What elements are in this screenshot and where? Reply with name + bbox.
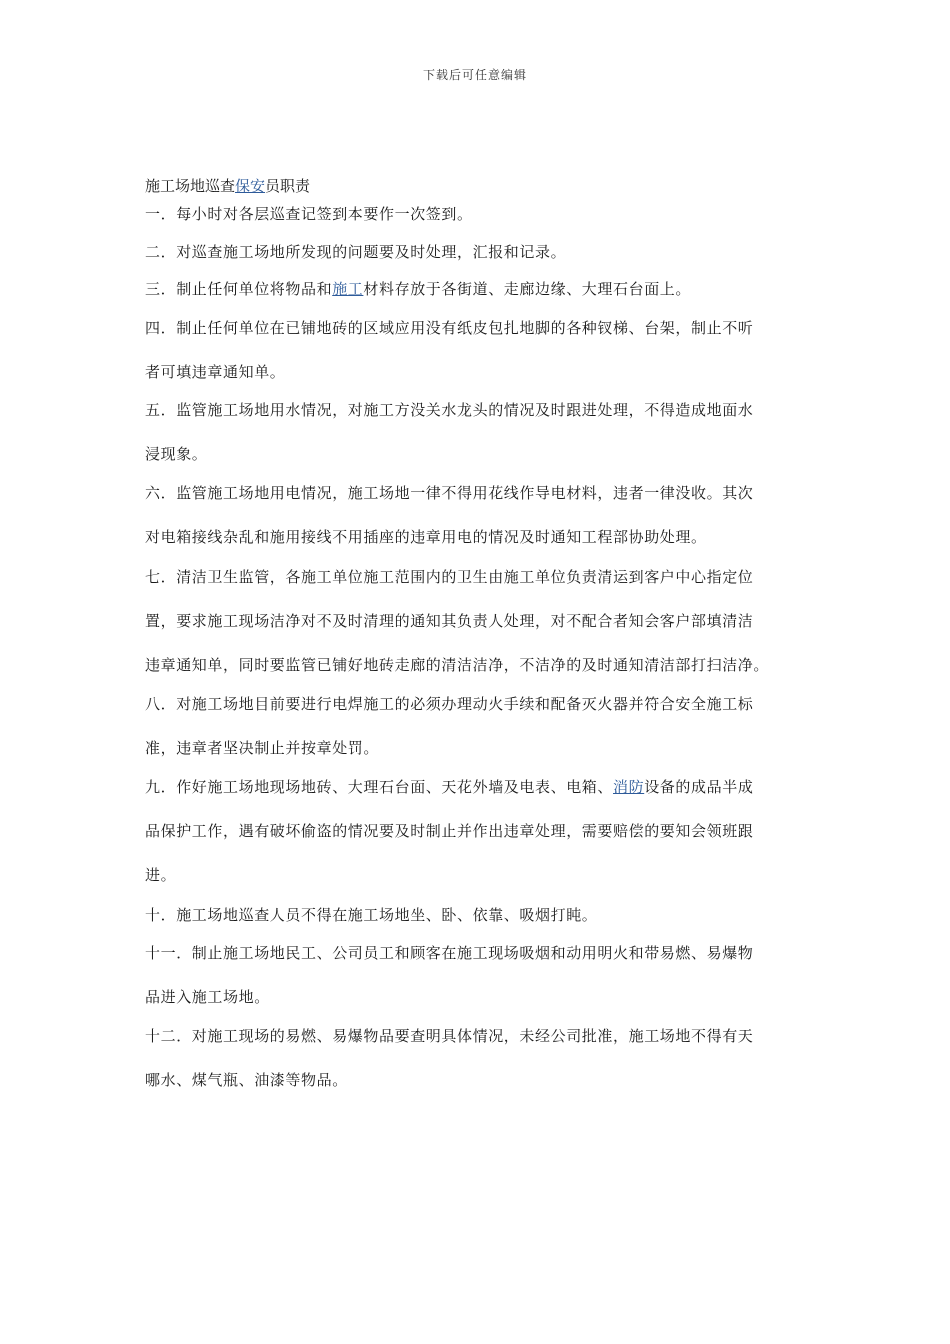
- title-link-security[interactable]: 保安: [235, 177, 266, 195]
- link-fire-protection[interactable]: 消防: [613, 778, 645, 796]
- item-4-line-2: 者可填违章通知单。: [145, 363, 286, 381]
- item-8-line-2: 准，违章者坚决制止并按章处罚。: [145, 739, 380, 757]
- document-title: [145, 174, 815, 198]
- item-3-text-after: 材料存放于各街道、走廊边缘、大理石台面上。: [363, 280, 692, 298]
- header-note: 下载后可任意编辑: [422, 68, 527, 82]
- item-6: [145, 481, 754, 546]
- item-9-line-1: [145, 775, 753, 799]
- item-6-line-1: 六．监管施工场地用电情况，施工场地一律不得用花线作导电材料，违者一律没收。其次: [145, 484, 754, 502]
- title-text-before: 施工场地巡查: [145, 177, 236, 195]
- item-9-line-3: 进。: [145, 866, 177, 884]
- item-9-text-after: 设备的成品半成: [644, 778, 754, 796]
- item-8-line-1: 八．对施工场地目前要进行电焊施工的必须办理动火手续和配备灭火器并符合安全施工标: [145, 695, 754, 713]
- item-9-text-before: 九．作好施工场地现场地砖、大理石台面、天花外墙及电表、电箱、: [145, 778, 614, 796]
- item-7-line-2: 置，要求施工现场洁净对不及时清理的通知其负责人处理，对不配合者知会客户部填清洁: [145, 612, 754, 630]
- item-9: [145, 775, 754, 884]
- item-12-line-1: 十二．对施工现场的易燃、易爆物品要查明具体情况，未经公司批准，施工场地不得有天: [145, 1027, 754, 1045]
- item-3-line-1: [145, 277, 691, 301]
- item-10: [145, 903, 597, 927]
- item-3-text-before: 三．制止任何单位将物品和: [145, 280, 333, 298]
- item-11-line-1: 十一．制止施工场地民工、公司员工和顾客在施工现场吸烟和动用明火和带易燃、易爆物: [145, 944, 754, 962]
- item-2-line-1: 二．对巡查施工场地所发现的问题要及时处理，汇报和记录。: [145, 243, 567, 261]
- item-7: [145, 565, 770, 674]
- item-4-line-1: 四．制止任何单位在已铺地砖的区域应用没有纸皮包扎地脚的各种钗梯、台架，制止不听: [145, 319, 754, 337]
- item-8: [145, 692, 754, 757]
- item-12-line-2: 哪水、煤气瓶、油漆等物品。: [145, 1071, 348, 1089]
- item-9-line-2: 品保护工作，遇有破坏偷盗的情况要及时制止并作出违章处理，需要赔偿的要知会领班跟: [145, 822, 754, 840]
- item-4: [145, 316, 754, 381]
- item-6-line-2: 对电箱接线杂乱和施用接线不用插座的违章用电的情况及时通知工程部协助处理。: [145, 528, 707, 546]
- item-11-line-2: 品进入施工场地。: [145, 988, 270, 1006]
- item-5: [145, 398, 754, 463]
- document-body: [145, 174, 815, 1089]
- link-construction[interactable]: 施工: [332, 280, 364, 298]
- title-text-after: 员职责: [265, 177, 311, 195]
- item-10-line-1: 十．施工场地巡查人员不得在施工场地坐、卧、依靠、吸烟打盹。: [145, 906, 598, 924]
- item-1-line-1: 一．每小时对各层巡查记签到本要作一次签到。: [145, 205, 473, 223]
- item-7-line-3: 违章通知单，同时要监管已铺好地砖走廊的清洁洁净，不洁净的及时通知清洁部打扫洁净。: [145, 656, 770, 674]
- item-1: [145, 202, 473, 226]
- item-11: [145, 941, 754, 1006]
- item-3: [145, 277, 691, 301]
- item-12: [145, 1024, 754, 1089]
- item-5-line-1: 五．监管施工场地用水情况，对施工方没关水龙头的情况及时跟进处理，不得造成地面水: [145, 401, 754, 419]
- item-5-line-2: 浸现象。: [145, 445, 208, 463]
- item-7-line-1: 七．清洁卫生监管，各施工单位施工范围内的卫生由施工单位负责清运到客户中心指定位: [145, 568, 754, 586]
- item-2: [145, 240, 566, 264]
